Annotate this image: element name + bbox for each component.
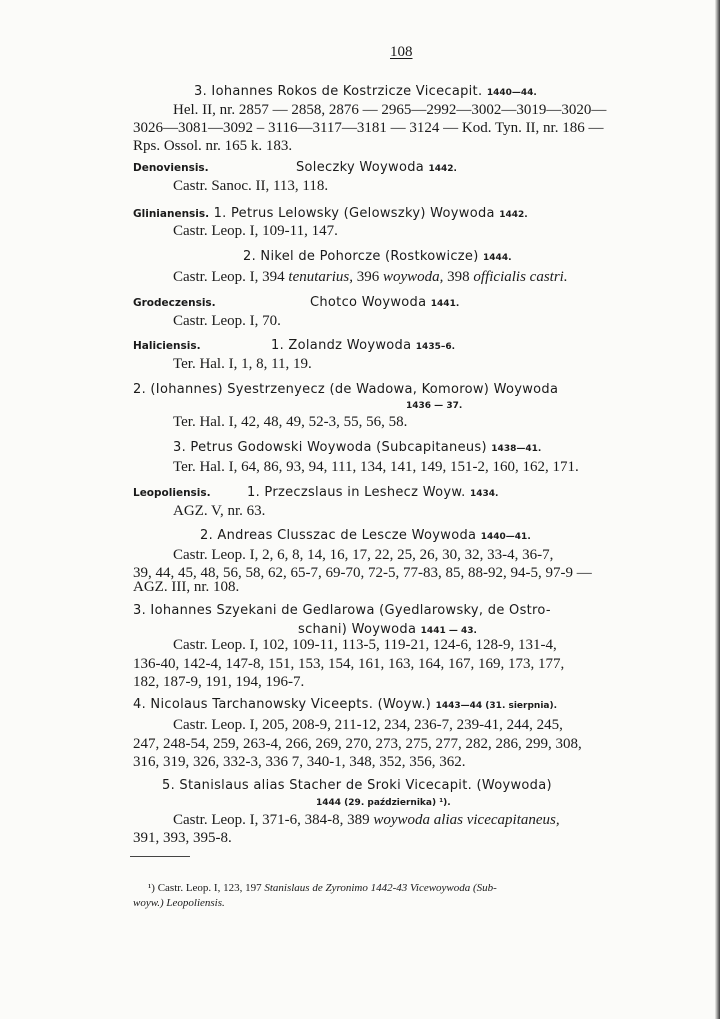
text-line [247, 483, 498, 503]
text-span: 1444 (29. października) ¹). [316, 798, 451, 808]
text-span: 1440—41. [480, 532, 531, 542]
text-span: tenutarius, [288, 269, 353, 285]
text-span: Castr. Leop. I, 2, 6, 8, 14, 16, 17, 22, 25, 26, 30, 32, 33-4, 36-7, [173, 547, 554, 563]
text-line [194, 82, 537, 102]
text-span: 39, 44, 45, 48, 56, 58, 62, 65-7, 69-70, 72-5, 77-83, 85, 88-92, 94-5, 97-9 — [133, 565, 592, 581]
text-span: 247, 248-54, 259, 263-4, 266, 269, 270, 273, 275, 277, 282, 286, 299, 308, [133, 736, 582, 752]
section-label [133, 483, 211, 502]
text-span: 2. Nikel de Pohorcze (Rostkowicze) [243, 249, 484, 264]
text-line [406, 398, 462, 412]
text-line [173, 355, 312, 373]
text-line [173, 546, 553, 564]
page-edge [715, 0, 720, 1019]
text-line [133, 673, 304, 691]
text-span: AGZ. V, nr. 63. [173, 503, 266, 519]
text-span: woyw.) Leopoliensis. [133, 897, 225, 909]
text-span: 2. Andreas Clusszac de Lescze Woywoda [200, 528, 481, 543]
text-line [173, 177, 328, 195]
text-line [173, 222, 338, 240]
text-span: 5. Stanislaus alias Stacher de Sroki Vicecapit. (Woywoda) [162, 778, 552, 793]
text-span: 136-40, 142-4, 147-8, 151, 153, 154, 161, 163, 164, 167, 169, 173, 177, [133, 656, 565, 672]
text-line [173, 438, 541, 458]
text-line [296, 158, 457, 178]
text-line [133, 137, 292, 155]
text-line [133, 753, 466, 771]
text-span: 182, 187-9, 191, 194, 196-7. [133, 674, 305, 690]
text-span: 1442. [499, 210, 528, 220]
text-line [173, 636, 557, 654]
text-line [133, 829, 232, 847]
text-line [243, 247, 512, 267]
section-label [133, 293, 216, 312]
text-span: 396 [353, 269, 383, 285]
text-span: Chotco Woywoda [310, 295, 431, 310]
text-line [316, 795, 451, 809]
text-span: 1. Przeczslaus in Leshecz Woyw. [247, 485, 470, 500]
text-span: Ter. Hal. I, 42, 48, 49, 52-3, 55, 56, 58. [173, 414, 408, 430]
text-line [133, 380, 558, 399]
text-line [133, 204, 528, 224]
text-span: Stanislaus de Zyronimo 1442-43 Vicewoywoda (Sub- [264, 882, 497, 894]
text-line [133, 655, 564, 673]
text-span: woywoda alias vicecapitaneus, [373, 812, 560, 828]
text-span: 3. Iohannes Szyekani de Gedlarowa (Gyedlarowsky, de Ostro- [133, 603, 551, 618]
text-span: Leopoliensis. [133, 487, 211, 499]
text-line [173, 458, 579, 476]
text-span: Castr. Sanoc. II, 113, 118. [173, 178, 329, 194]
footnote-rule [130, 856, 190, 857]
text-span: 3. Petrus Godowski Woywoda (Subcapitaneus) [173, 440, 492, 455]
text-span: Glinianensis. [133, 208, 210, 220]
text-line [133, 695, 557, 715]
text-span: schani) Woywoda [298, 622, 421, 637]
text-line [173, 502, 265, 520]
text-line [173, 312, 281, 330]
text-span: Denoviensis. [133, 162, 209, 174]
text-span: 4. Nicolaus Tarchanowsky Viceepts. (Woyw.) [133, 697, 436, 712]
text-span: Ter. Hal. I, 1, 8, 11, 19. [173, 356, 312, 372]
text-span: 398 [443, 269, 474, 285]
text-span: 1441 — 43. [420, 626, 477, 636]
text-span: 2. (Iohannes) Syestrzenyecz (de Wadowa, Komorow) Woywoda [133, 382, 559, 397]
text-span: 1. Zolandz Woywoda [271, 338, 416, 353]
text-span: 3. Iohannes Rokos de Kostrzicze Vicecapit. [194, 84, 487, 99]
text-span: 1436 — 37. [406, 401, 463, 411]
text-line [162, 776, 552, 795]
text-line [173, 101, 606, 119]
text-line [173, 413, 407, 431]
text-line [310, 293, 459, 313]
text-span: Haliciensis. [133, 340, 201, 352]
text-span: Hel. II, nr. 2857 — 2858, 2876 — 2965—2992—3002—3019—3020— [173, 102, 607, 118]
text-span: Castr. Leop. I, 70. [173, 313, 281, 329]
footnote-line [133, 893, 225, 912]
text-span: Castr. Leop. I, 102, 109-11, 113-5, 119-21, 124-6, 128-9, 131-4, [173, 637, 557, 653]
text-span: 1438—41. [491, 444, 542, 454]
text-span: Soleczky Woywoda [296, 160, 429, 175]
text-line [200, 526, 531, 546]
section-label [133, 336, 201, 355]
text-span: woywoda, [383, 269, 444, 285]
text-line [173, 811, 560, 829]
text-line [133, 735, 582, 753]
text-line [133, 578, 239, 596]
text-line [173, 716, 563, 734]
text-span: 3026—3081—3092 – 3116—3117—3181 — 3124 — Kod. Tyn. II, nr. 186 — [133, 120, 604, 136]
text-span: Castr. Leop. I, 109-11, 147. [173, 223, 338, 239]
text-span: 1435–6. [415, 342, 456, 352]
text-span: AGZ. III, nr. 108. [133, 579, 240, 595]
text-span: officialis castri. [473, 269, 568, 285]
text-span: 1440—44. [486, 88, 537, 98]
text-line [173, 268, 568, 286]
text-span: Castr. Leop. I, 205, 208-9, 211-12, 234, 236-7, 239-41, 244, 245, [173, 717, 563, 733]
text-span: 1442. [428, 164, 457, 174]
text-span: Ter. Hal. I, 64, 86, 93, 94, 111, 134, 141, 149, 151-2, 160, 162, 171. [173, 459, 579, 475]
text-span: ¹) Castr. Leop. I, 123, 197 [148, 882, 265, 894]
page-number: 108 [390, 44, 413, 60]
text-span: Grodeczensis. [133, 297, 216, 309]
text-span: 1434. [469, 489, 499, 499]
section-label [133, 158, 209, 177]
text-span: Rps. Ossol. nr. 165 k. 183. [133, 138, 293, 154]
text-span: 391, 393, 395-8. [133, 830, 232, 846]
text-span: 1443—44 (31. sierpnia). [435, 701, 558, 711]
text-line [133, 601, 551, 620]
text-span: 1441. [430, 299, 460, 309]
text-span: 1444. [483, 253, 512, 263]
text-span: 1. Petrus Lelowsky (Gelowszky) Woywoda [209, 206, 500, 221]
text-span: Castr. Leop. I, 394 [173, 269, 289, 285]
text-line [271, 336, 455, 356]
text-span: 316, 319, 326, 332-3, 336 7, 340-1, 348, 352, 356, 362. [133, 754, 466, 770]
text-line [133, 119, 603, 137]
text-span: Castr. Leop. I, 371-6, 384-8, 389 [173, 812, 374, 828]
